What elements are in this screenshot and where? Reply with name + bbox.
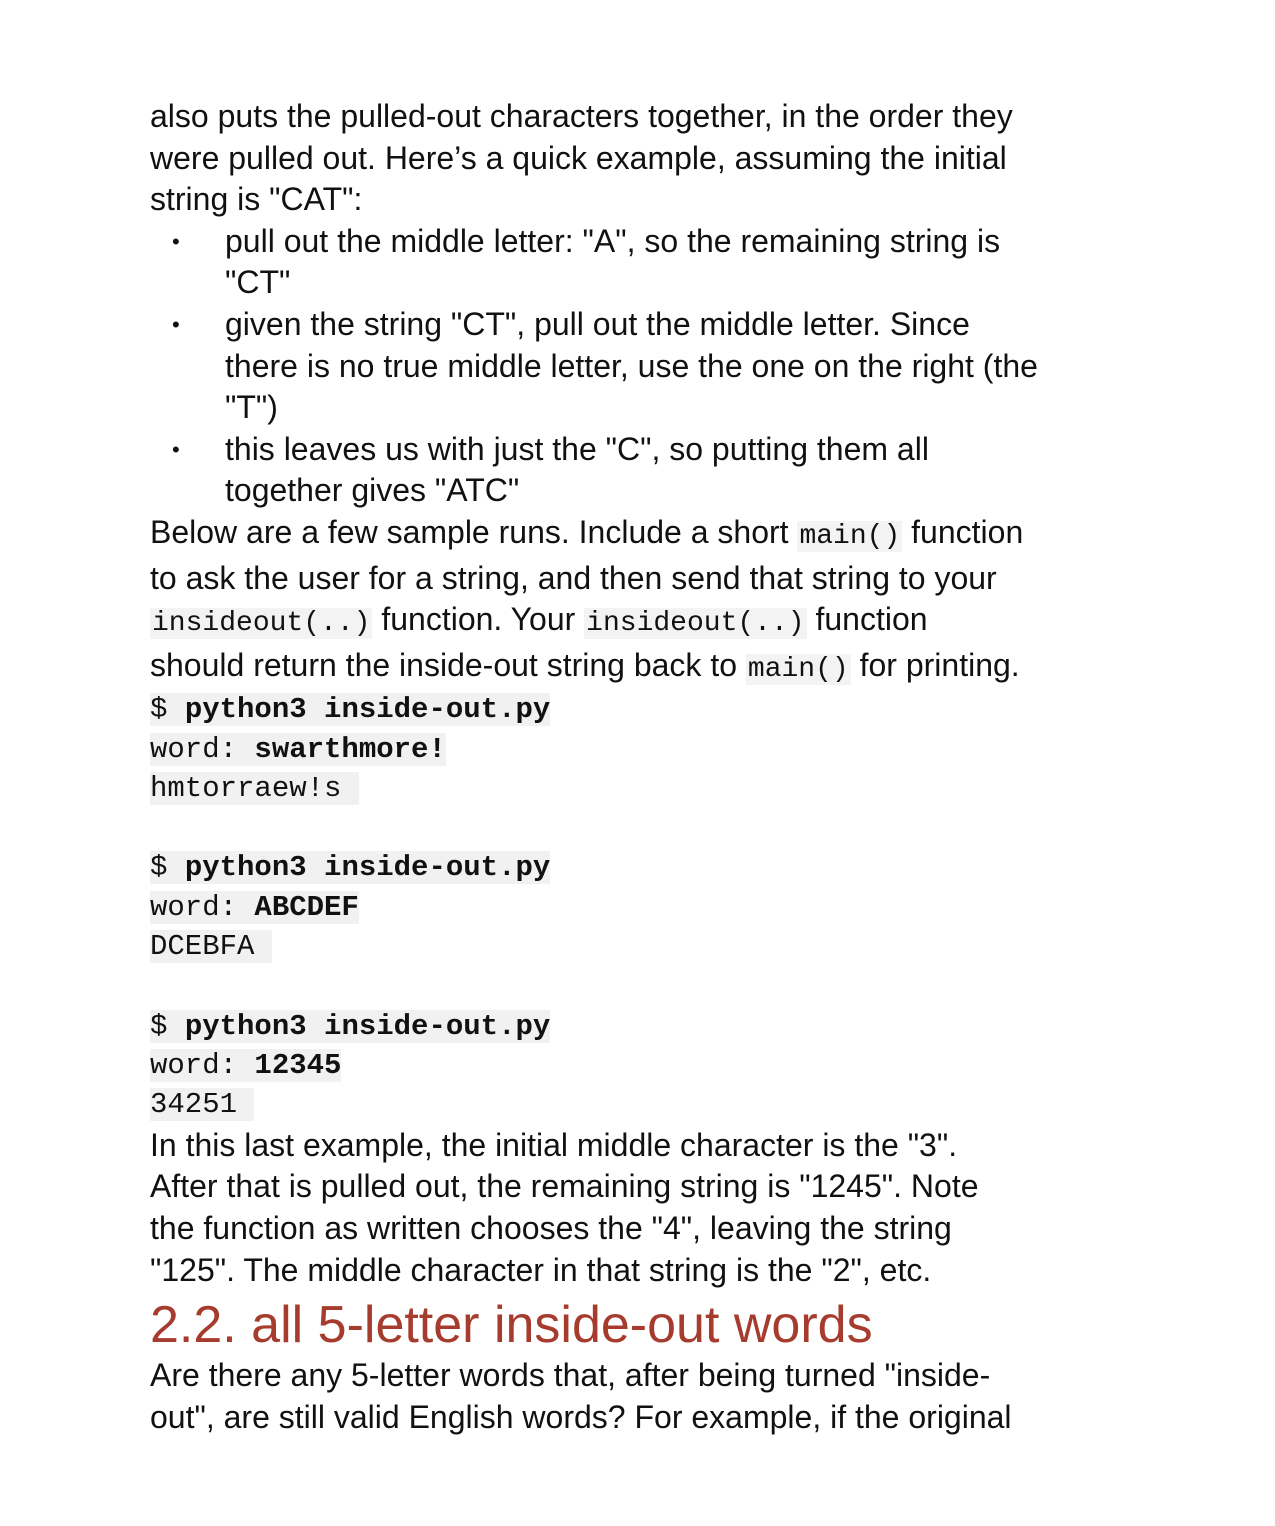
program-output: hmtorraew!s: [150, 772, 359, 806]
list-item-line: pull out the middle letter: "A", so the remaining string is: [225, 222, 1001, 259]
explanation-line: the function as written chooses the "4", leaving the string: [150, 1210, 952, 1247]
spacer: [150, 808, 1140, 848]
bullet-icon: •: [172, 311, 180, 337]
command-line: [150, 1007, 1140, 1046]
section-heading: 2.2. all 5-letter inside-out words: [150, 1296, 873, 1355]
command-text: python3 inside-out.py: [184, 851, 551, 885]
output-line: [150, 927, 1140, 966]
instructions-paragraph: [150, 512, 1140, 690]
inline-code-main: main(): [799, 520, 901, 552]
explanation-line: In this last example, the initial middle character is the "3".: [150, 1126, 958, 1163]
instructions-text: function. Your: [372, 601, 585, 638]
command-line: [150, 690, 1140, 729]
shell-prompt: $: [150, 851, 185, 885]
explanation-paragraph: [150, 1125, 1140, 1291]
intro-line-2: were pulled out. Here’s a quick example, assuming the initial: [150, 139, 1007, 176]
list-item-line: this leaves us with just the "C", so putting them all: [225, 430, 929, 467]
command-line: [150, 848, 1140, 887]
bullet-icon: •: [172, 228, 180, 254]
user-input: ABCDEF: [254, 890, 359, 924]
list-item: [150, 429, 1140, 512]
sample-run: [150, 848, 1140, 966]
section-line: Are there any 5-letter words that, after being turned "inside-: [150, 1357, 991, 1394]
example-steps-list: [150, 221, 1140, 512]
input-line: [150, 1046, 1140, 1085]
list-item: [150, 304, 1140, 429]
bullet-icon: •: [172, 436, 180, 462]
sample-run: [150, 690, 1140, 808]
intro-paragraph: [150, 96, 1140, 221]
word-prompt: word:: [150, 890, 255, 924]
inline-code-main: main(): [747, 653, 849, 685]
intro-line-1: also puts the pulled-out characters together, in the order they: [150, 98, 1013, 134]
command-text: python3 inside-out.py: [184, 693, 551, 727]
shell-prompt: $: [150, 693, 185, 727]
word-prompt: word:: [150, 1049, 255, 1083]
instructions-text: to ask the user for a string, and then send that string to your: [150, 559, 997, 596]
program-output: DCEBFA: [150, 930, 272, 964]
document-page: [150, 96, 1140, 1438]
section-paragraph: [150, 1355, 1140, 1438]
instructions-text: function: [806, 601, 928, 638]
instructions-text: for printing.: [850, 646, 1020, 683]
user-input: 12345: [254, 1049, 342, 1083]
inline-code-insideout: insideout(..): [586, 608, 805, 640]
instructions-text: should return the inside-out string back to: [150, 646, 746, 683]
list-item-line: together gives "ATC": [225, 472, 520, 509]
list-item-line: "CT": [225, 264, 291, 301]
instructions-text: function: [902, 513, 1024, 550]
input-line: [150, 730, 1140, 769]
user-input: swarthmore!: [254, 732, 446, 766]
sample-run: [150, 1007, 1140, 1125]
section-line: out", are still valid English words? For example, if the original: [150, 1398, 1012, 1435]
inline-code-insideout: insideout(..): [152, 608, 371, 640]
program-output: 34251: [150, 1088, 255, 1122]
list-item-line: there is no true middle letter, use the one on the right (the: [225, 347, 1038, 384]
intro-line-3: string is "CAT":: [150, 181, 363, 218]
explanation-line: After that is pulled out, the remaining string is "1245". Note: [150, 1168, 979, 1205]
output-line: [150, 1085, 1140, 1124]
instructions-text: Below are a few sample runs. Include a short: [150, 513, 798, 550]
word-prompt: word:: [150, 732, 255, 766]
spacer: [150, 967, 1140, 1007]
output-line: [150, 769, 1140, 808]
input-line: [150, 888, 1140, 927]
list-item: [150, 221, 1140, 304]
list-item-line: "T"): [225, 389, 278, 426]
explanation-line: "125". The middle character in that string is the "2", etc.: [150, 1251, 932, 1288]
shell-prompt: $: [150, 1009, 185, 1043]
command-text: python3 inside-out.py: [184, 1009, 551, 1043]
list-item-line: given the string "CT", pull out the middle letter. Since: [225, 305, 970, 342]
